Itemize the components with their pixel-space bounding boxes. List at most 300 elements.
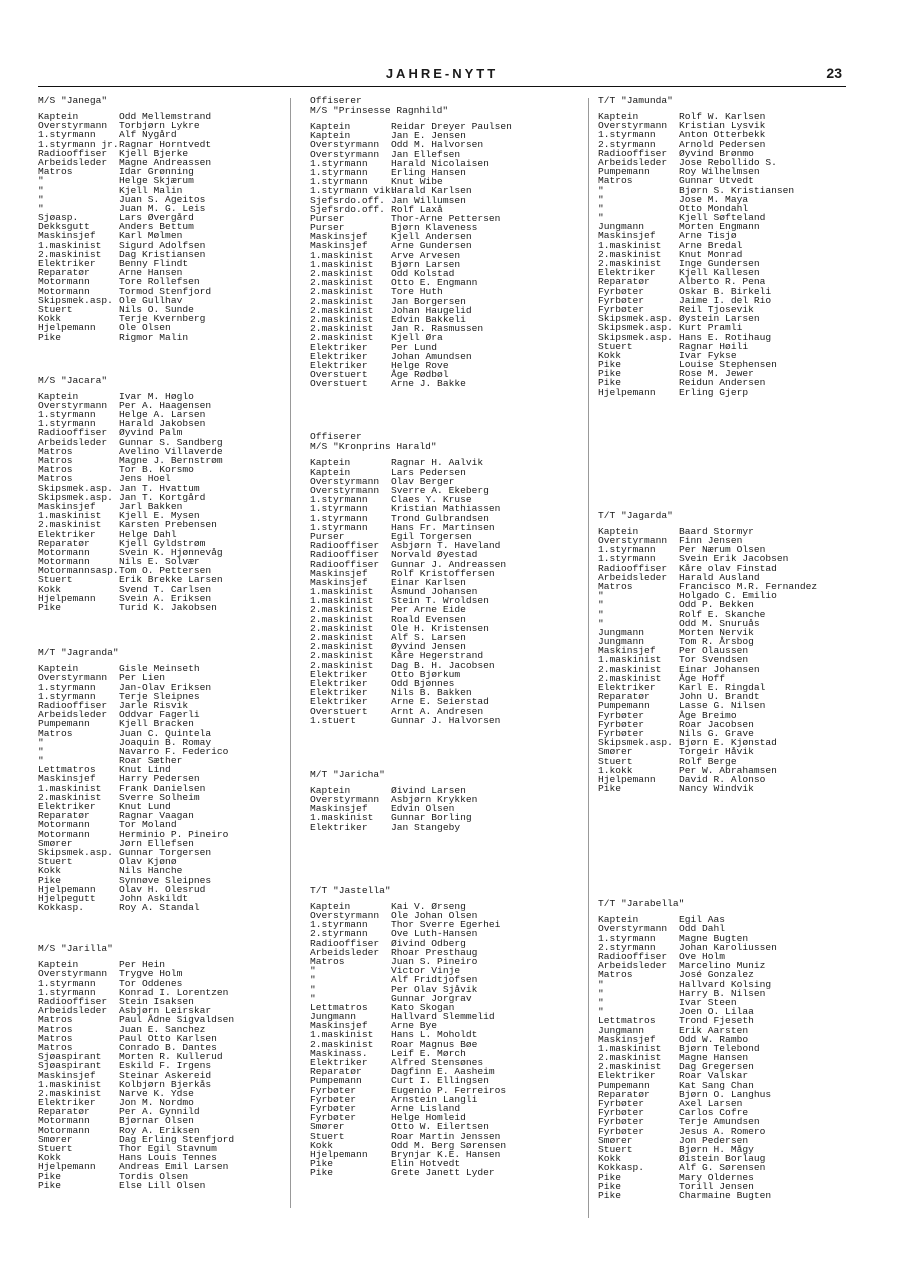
- crew-name: Gunnar Torgersen: [119, 846, 212, 858]
- crew-role: Sjefsrdo.off.: [310, 194, 385, 206]
- crew-name: Turid K. Jakobsen: [119, 602, 217, 613]
- crew-role: 1.styrmann: [38, 418, 96, 430]
- crew-role: Maskinsjef: [310, 240, 368, 252]
- crew-role: Motormann: [38, 1115, 90, 1127]
- crew-list: [598, 915, 888, 1200]
- crew-role: 2.maskinist: [310, 650, 374, 662]
- crew-name: Terje Amundsen: [679, 1116, 760, 1128]
- crew-role: Kaptein: [38, 959, 79, 971]
- crew-role: 1.styrmann: [310, 919, 368, 931]
- crew-name: Carlos Cofre: [679, 1107, 749, 1119]
- crew-role: 1.styrmann: [310, 494, 368, 506]
- crew-name: Baard Stormyr: [679, 525, 754, 537]
- crew-name: Anders Bettum: [119, 221, 194, 233]
- crew-name: Roy A. Eriksen: [119, 1124, 200, 1136]
- crew-role: Kokk: [310, 1139, 334, 1151]
- crew-role: Maskinsjef: [310, 231, 368, 243]
- crew-name: Ragnar Horntvedt: [119, 138, 212, 150]
- crew-role: 1.stuert: [310, 714, 357, 726]
- crew-name: Jan E. Jensen: [391, 130, 466, 142]
- crew-role: Fyrbøter: [598, 709, 645, 721]
- crew-role: Pumpemann: [598, 166, 650, 178]
- crew-name: Hans L. Moholdt: [391, 1029, 478, 1041]
- crew-role: 2.maskinist: [38, 519, 102, 531]
- crew-role: 1.styrmann: [310, 521, 368, 533]
- crew-name: Per Nærum Olsen: [679, 544, 766, 556]
- crew-name: Egil Torgersen: [391, 530, 472, 542]
- crew-name: Jarle Risvik: [119, 699, 189, 711]
- crew-role: 2.maskinist: [310, 622, 374, 634]
- crew-name: Kolbjørn Bjerkås: [119, 1078, 212, 1090]
- crew-name: Jan R. Rasmussen: [391, 323, 484, 335]
- crew-name: Gunnar J. Andreassen: [391, 558, 507, 570]
- crew-role: Elektriker: [310, 350, 368, 362]
- crew-role: Maskinsjef: [310, 576, 368, 588]
- crew-role: Fyrbøter: [310, 1084, 357, 1096]
- crew-name: Asbjørn T. Haveland: [391, 540, 501, 552]
- crew-role: 2.maskinist: [38, 791, 102, 803]
- crew-list: [38, 960, 328, 1190]
- crew-name: Morten R. Kullerud: [119, 1051, 223, 1063]
- crew-name: Torbjørn Lykre: [119, 120, 200, 132]
- crew-role: Arbeidsleder: [38, 156, 108, 168]
- crew-row: [310, 823, 600, 832]
- crew-role: Maskinsjef: [310, 803, 368, 815]
- crew-role: 1.maskinist: [310, 249, 374, 261]
- crew-role: Radiooffiser: [310, 540, 380, 552]
- crew-role: Reparatør: [598, 1088, 650, 1100]
- crew-role: Elektriker: [310, 341, 368, 353]
- crew-name: Gunnar Borling: [391, 812, 472, 824]
- crew-name: Kåre Hegerstrand: [391, 650, 484, 662]
- crew-name: Tore Rollefsen: [119, 276, 200, 288]
- ship-title: Offiserer M/S "Prinsesse Ragnhild": [310, 95, 449, 116]
- crew-name: Dag B. H. Jacobsen: [391, 659, 495, 671]
- crew-name: Karl E. Ringdal: [679, 682, 766, 693]
- crew-role: Hjelpemann: [38, 322, 96, 334]
- crew-role: Radiooffiser: [38, 427, 108, 439]
- crew-role: Matros: [38, 445, 73, 457]
- crew-name: Ole Gullhav: [119, 294, 183, 306]
- crew-name: Sigurd Adolfsen: [119, 239, 206, 251]
- crew-name: Inge Gundersen: [679, 258, 760, 269]
- crew-name: Reidun Andersen: [679, 377, 766, 389]
- crew-name: Alberto R. Pena: [679, 276, 766, 288]
- crew-role: ": [38, 755, 44, 767]
- crew-name: John U. Brandt: [679, 691, 760, 703]
- crew-role: Kaptein: [598, 111, 639, 122]
- crew-role: Arbeidsleder: [38, 1005, 108, 1017]
- crew-role: 1.maskinist: [38, 782, 102, 794]
- crew-role: 2.maskinist: [310, 286, 374, 298]
- crew-name: Erik Aarsten: [679, 1024, 749, 1036]
- crew-name: Trond Fjeseth: [679, 1015, 754, 1027]
- crew-role: 1.styrmann: [38, 129, 96, 141]
- crew-role: Radiooffiser: [38, 996, 108, 1007]
- crew-role: 2.maskinist: [310, 295, 374, 307]
- crew-name: Odd M. Berg Sørensen: [391, 1139, 507, 1151]
- crew-row: [38, 857, 328, 866]
- crew-role: Matros: [38, 1041, 73, 1053]
- crew-role: 1.styrmann: [310, 512, 368, 524]
- crew-role: Reparatør: [38, 1106, 90, 1118]
- crew-role: Overstyrmann: [310, 910, 380, 921]
- crew-name: Steinar Askereid: [119, 1069, 212, 1081]
- crew-name: Helge Skjærum: [119, 175, 194, 187]
- crew-name: Brynjar K.E. Hansen: [391, 1148, 501, 1160]
- crew-name: Hans Fr. Martinsen: [391, 521, 495, 533]
- crew-role: 1.styrmann: [38, 977, 96, 989]
- crew-name: Herminio P. Pineiro: [119, 828, 229, 840]
- crew-role: Elektriker: [310, 1057, 368, 1068]
- crew-name: Kjell Malin: [119, 184, 183, 196]
- ship-block-kronprins-harald: [310, 432, 600, 724]
- crew-role: ": [38, 202, 44, 214]
- crew-role: Maskinsjef: [598, 230, 656, 242]
- crew-role: Jungmann: [598, 1024, 645, 1036]
- crew-role: Matros: [38, 455, 73, 466]
- crew-role: 1.styrmann: [38, 681, 96, 693]
- crew-row: [310, 379, 600, 388]
- crew-role: Maskinsjef: [598, 645, 656, 657]
- crew-role: Hjelpemann: [38, 592, 96, 604]
- crew-role: Reparatør: [310, 1066, 362, 1078]
- crew-name: Tom O. Pettersen: [119, 565, 212, 577]
- crew-role: Motormann: [38, 276, 90, 288]
- crew-name: Jan Stangeby: [391, 821, 461, 833]
- crew-name: Roar Magnus Bøe: [391, 1038, 478, 1050]
- crew-name: Helge A. Larsen: [119, 409, 206, 421]
- crew-name: Jon M. Nordmo: [119, 1097, 194, 1109]
- crew-name: Roald Evensen: [391, 613, 466, 625]
- ship-title: M/S "Jacara": [38, 374, 108, 386]
- crew-role: Pike: [598, 1171, 622, 1183]
- ship-block-jarabella: [598, 899, 888, 1200]
- crew-name: Finn Jensen: [679, 535, 743, 546]
- crew-name: Curt I. Ellingsen: [391, 1075, 489, 1087]
- crew-name: Roar Valskar: [679, 1070, 749, 1082]
- crew-role: Matros: [38, 1014, 73, 1026]
- crew-name: Hans Louis Tennes: [119, 1152, 217, 1164]
- ship-block-jarilla: [38, 944, 328, 1190]
- crew-role: ": [598, 184, 604, 196]
- column-left: [38, 96, 328, 1190]
- crew-name: Odd M. Halvorsen: [391, 139, 484, 151]
- crew-role: 2.maskinist: [310, 332, 374, 344]
- crew-role: Kokk: [38, 313, 62, 325]
- crew-name: Øystein Larsen: [679, 313, 760, 325]
- crew-name: Per W. Abrahamsen: [679, 764, 777, 776]
- crew-role: Pumpemann: [38, 718, 90, 730]
- crew-name: Per Olaussen: [679, 645, 749, 657]
- ship-block-janega: [38, 96, 328, 342]
- crew-role: Matros: [598, 175, 633, 187]
- crew-role: 2.maskinist: [310, 304, 374, 316]
- crew-role: Motormann: [38, 556, 90, 568]
- crew-role: 2.maskinist: [310, 659, 374, 671]
- crew-name: Rolf E. Skanche: [679, 608, 766, 620]
- crew-name: Magne Andreassen: [119, 156, 212, 168]
- crew-name: Kjell Andersen: [391, 231, 472, 243]
- crew-list: [38, 112, 328, 342]
- crew-name: Odd M. Snuruås: [679, 617, 760, 629]
- crew-name: Tor Moland: [119, 819, 177, 831]
- crew-name: Bjørn Larsen: [391, 258, 461, 270]
- crew-name: Mary Oldernes: [679, 1171, 754, 1183]
- crew-name: Hallvard Slemmelid: [391, 1011, 495, 1023]
- crew-name: Per Hein: [119, 959, 166, 971]
- crew-role: Kokk: [598, 349, 622, 361]
- crew-role: Stuert: [598, 340, 633, 352]
- crew-role: ": [598, 608, 604, 620]
- crew-name: Bjørn Klaveness: [391, 222, 478, 234]
- crew-name: Edvin Bakkeli: [391, 313, 466, 325]
- crew-list: [310, 786, 600, 832]
- ship-title: M/S "Jarilla": [38, 943, 113, 955]
- crew-name: Harald Nicolaisen: [391, 157, 489, 169]
- crew-role: Matros: [38, 166, 73, 178]
- crew-role: Fyrbøter: [310, 1102, 357, 1114]
- crew-name: Tom R. Årsbog: [679, 636, 754, 648]
- crew-name: Oddvar Fagerli: [119, 709, 200, 721]
- crew-name: Erik Brekke Larsen: [119, 574, 223, 586]
- crew-role: Arbeidsleder: [598, 571, 668, 583]
- crew-name: Rolf Berge: [679, 755, 737, 767]
- crew-name: Jan Willumsen: [391, 194, 466, 206]
- crew-row: [38, 848, 328, 857]
- crew-role: 1.styrmann: [310, 503, 368, 515]
- crew-name: Arnt A. Andresen: [391, 705, 484, 717]
- crew-name: Norvald Øyestad: [391, 549, 478, 561]
- crew-role: ": [598, 202, 604, 214]
- crew-name: Jan T. Kortgård: [119, 491, 206, 503]
- ship-block-jamunda: [598, 96, 888, 397]
- crew-name: Ragnar Høili: [679, 340, 749, 352]
- crew-role: 1.styrmann: [38, 690, 96, 702]
- crew-name: Nils Hanche: [119, 865, 183, 877]
- crew-role: Reparatør: [38, 810, 90, 822]
- crew-role: Maskinsjef: [310, 567, 368, 579]
- crew-name: Knut Monrad: [679, 248, 743, 260]
- crew-role: Overstyrmann: [310, 139, 380, 151]
- crew-role: Overstyrmann: [310, 794, 380, 806]
- crew-role: Kaptein: [310, 457, 351, 469]
- crew-name: Juan C. Quintela: [119, 727, 212, 739]
- crew-name: Arnstein Langli: [391, 1093, 478, 1105]
- crew-name: Ole H. Kristensen: [391, 622, 489, 634]
- crew-name: Ole Olsen: [119, 322, 171, 334]
- crew-role: 1.maskinist: [38, 1078, 102, 1090]
- crew-name: Leif E. Mørch: [391, 1047, 466, 1059]
- crew-role: Radiooffiser: [598, 562, 668, 574]
- crew-name: Dag Kristiansen: [119, 248, 206, 260]
- crew-role: 2.styrmann: [310, 928, 368, 940]
- crew-name: Kai V. Ørseng: [391, 900, 466, 912]
- crew-row: [310, 1168, 600, 1177]
- crew-name: Kat Sang Chan: [679, 1079, 754, 1091]
- crew-name: Jan Borgersen: [391, 295, 466, 307]
- crew-name: Navarro F. Federico: [119, 745, 229, 757]
- crew-name: Odd P. Bekken: [679, 599, 754, 611]
- crew-role: 1.styrmann: [598, 932, 656, 944]
- crew-name: Svein A. Eriksen: [119, 592, 212, 604]
- crew-role: Pumpemann: [598, 1079, 650, 1091]
- crew-role: Fyrbøter: [598, 1107, 645, 1119]
- crew-list: [598, 527, 888, 793]
- crew-role: 2.maskinist: [598, 248, 662, 260]
- crew-role: Fyrbøter: [598, 294, 645, 306]
- crew-role: Purser: [310, 222, 345, 234]
- crew-role: 2.maskinist: [310, 268, 374, 279]
- crew-name: Nancy Windvik: [679, 783, 754, 795]
- crew-name: Jose M. Maya: [679, 193, 749, 205]
- crew-role: Fyrbøter: [598, 727, 645, 739]
- crew-name: David R. Alonso: [679, 773, 766, 785]
- crew-name: Kristian Lysvik: [679, 120, 766, 132]
- crew-role: Dekksgutt: [38, 221, 90, 233]
- crew-name: Thor Egil Stavnum: [119, 1143, 217, 1154]
- crew-name: Jarl Bakken: [119, 500, 183, 512]
- crew-name: Magne Bugten: [679, 932, 749, 944]
- crew-name: Magne J. Bernstrøm: [119, 455, 223, 466]
- crew-role: 1.styrmann: [38, 986, 96, 998]
- crew-name: Thor Sverre Egerhei: [391, 919, 501, 931]
- crew-role: Overstyrmann: [38, 399, 108, 411]
- crew-role: Matros: [598, 969, 633, 981]
- crew-role: Pike: [38, 1179, 62, 1191]
- crew-role: Pike: [38, 1170, 62, 1182]
- crew-name: Bjørn Telebond: [679, 1042, 760, 1054]
- crew-name: Torill Jensen: [679, 1180, 754, 1192]
- crew-row: [598, 747, 888, 756]
- ship-block-jastella: [310, 886, 600, 1178]
- crew-name: Lars Øvergård: [119, 212, 194, 224]
- crew-name: Idar Grønning: [119, 166, 194, 178]
- crew-name: Jan Ellefsen: [391, 148, 461, 160]
- crew-role: 1.maskinist: [310, 586, 374, 598]
- crew-name: Anton Otterbekk: [679, 129, 766, 141]
- crew-role: Motormannsasp.: [38, 565, 119, 577]
- crew-name: Charmaine Bugten: [679, 1189, 772, 1201]
- crew-name: Paul Otto Karlsen: [119, 1032, 217, 1044]
- crew-role: 1.styrmann: [598, 553, 656, 565]
- crew-name: Jan T. Hvattum: [119, 482, 200, 494]
- crew-role: Motormann: [38, 1124, 90, 1136]
- crew-role: Overstyrmann: [38, 120, 108, 132]
- crew-row: [38, 903, 328, 912]
- crew-role: ": [310, 992, 316, 1004]
- crew-name: Olav Berger: [391, 475, 455, 487]
- crew-name: Knut Wibe: [391, 176, 443, 188]
- ship-title: M/T "Jagranda": [38, 647, 119, 659]
- crew-role: Smører: [310, 1121, 345, 1133]
- ship-title: Offiserer M/S "Kronprins Harald": [310, 431, 437, 453]
- crew-role: Kokk: [598, 1153, 622, 1165]
- crew-name: Juan M. G. Leis: [119, 202, 206, 214]
- crew-name: Sverre A. Ekeberg: [391, 485, 489, 496]
- crew-role: Stuert: [310, 1130, 345, 1142]
- crew-name: Jesus A. Romero: [679, 1125, 766, 1137]
- crew-role: Smører: [598, 746, 633, 758]
- crew-role: Fyrbøter: [310, 1112, 357, 1124]
- crew-role: 2.maskinist: [598, 672, 662, 684]
- crew-role: 2.maskinist: [598, 1052, 662, 1064]
- crew-name: Stein Isaksen: [119, 996, 194, 1007]
- crew-role: Arbeidsleder: [598, 960, 668, 972]
- crew-role: ": [38, 193, 44, 205]
- crew-role: Elektriker: [310, 677, 368, 689]
- crew-row: [310, 716, 600, 725]
- crew-role: ": [38, 736, 44, 748]
- crew-name: Harald Karlsen: [391, 185, 472, 197]
- crew-role: Elektriker: [310, 687, 368, 699]
- crew-name: Arne Lisland: [391, 1102, 461, 1114]
- crew-name: Svein Erik Jacobsen: [679, 553, 789, 565]
- crew-name: Nils B. Bakken: [391, 687, 472, 699]
- crew-role: Kokkasp.: [38, 902, 85, 914]
- crew-name: Louise Stephensen: [679, 359, 777, 371]
- crew-name: Rigmor Malin: [119, 331, 189, 343]
- crew-role: ": [598, 193, 604, 205]
- crew-role: Pike: [38, 331, 62, 343]
- crew-name: Åge Rødbøl: [391, 369, 449, 381]
- crew-role: Overstyrmann: [598, 535, 668, 546]
- crew-role: Overstuert: [310, 378, 368, 390]
- crew-name: Gisle Meinseth: [119, 663, 200, 675]
- crew-role: Radiooffiser: [38, 147, 108, 159]
- crew-role: ": [38, 175, 44, 187]
- crew-name: Odd Dahl: [679, 923, 726, 935]
- crew-role: 2.maskinist: [38, 248, 102, 260]
- crew-role: 2.styrmann: [598, 941, 656, 953]
- ship-title: T/T "Jagarda": [598, 509, 673, 521]
- crew-name: Jørn Ellefsen: [119, 837, 194, 849]
- crew-role: Matros: [38, 1023, 73, 1035]
- crew-name: Terje Kvernberg: [119, 313, 206, 325]
- crew-role: 2.maskinist: [310, 277, 374, 289]
- crew-role: Radiooffiser: [598, 147, 668, 159]
- crew-row: [598, 1191, 888, 1200]
- crew-name: Trond Gulbrandsen: [391, 512, 489, 524]
- crew-name: Avelino Villaverde: [119, 445, 223, 457]
- crew-role: ": [598, 987, 604, 999]
- crew-role: ": [598, 617, 604, 629]
- crew-role: ": [598, 978, 604, 990]
- crew-name: Juan E. Sanchez: [119, 1023, 206, 1035]
- crew-name: Otto Mondahl: [679, 202, 749, 214]
- crew-role: Pike: [598, 377, 622, 389]
- crew-role: Maskinsjef: [38, 500, 96, 512]
- crew-name: Roar Jacobsen: [679, 718, 754, 730]
- crew-name: Bjørn S. Kristiansen: [679, 184, 795, 196]
- crew-name: Per A. Gynnild: [119, 1106, 200, 1118]
- crew-role: Fyrbøter: [598, 718, 645, 730]
- crew-name: Rhoar Presthaug: [391, 946, 478, 958]
- crew-name: Trygve Holm: [119, 968, 183, 980]
- ship-title: T/T "Jastella": [310, 884, 391, 896]
- crew-row: [598, 388, 888, 397]
- crew-role: Pumpemann: [310, 1075, 362, 1087]
- crew-name: Else Lill Olsen: [119, 1179, 206, 1191]
- crew-list: [38, 392, 328, 613]
- crew-role: Reparatør: [38, 537, 90, 549]
- crew-name: Egil Aas: [679, 914, 726, 926]
- crew-role: Fyrbøter: [598, 1116, 645, 1128]
- crew-role: Kokkasp.: [598, 1162, 645, 1174]
- crew-name: Per A. Haagensen: [119, 399, 212, 411]
- crew-role: ": [598, 996, 604, 1008]
- crew-name: Kjell Øra: [391, 332, 443, 344]
